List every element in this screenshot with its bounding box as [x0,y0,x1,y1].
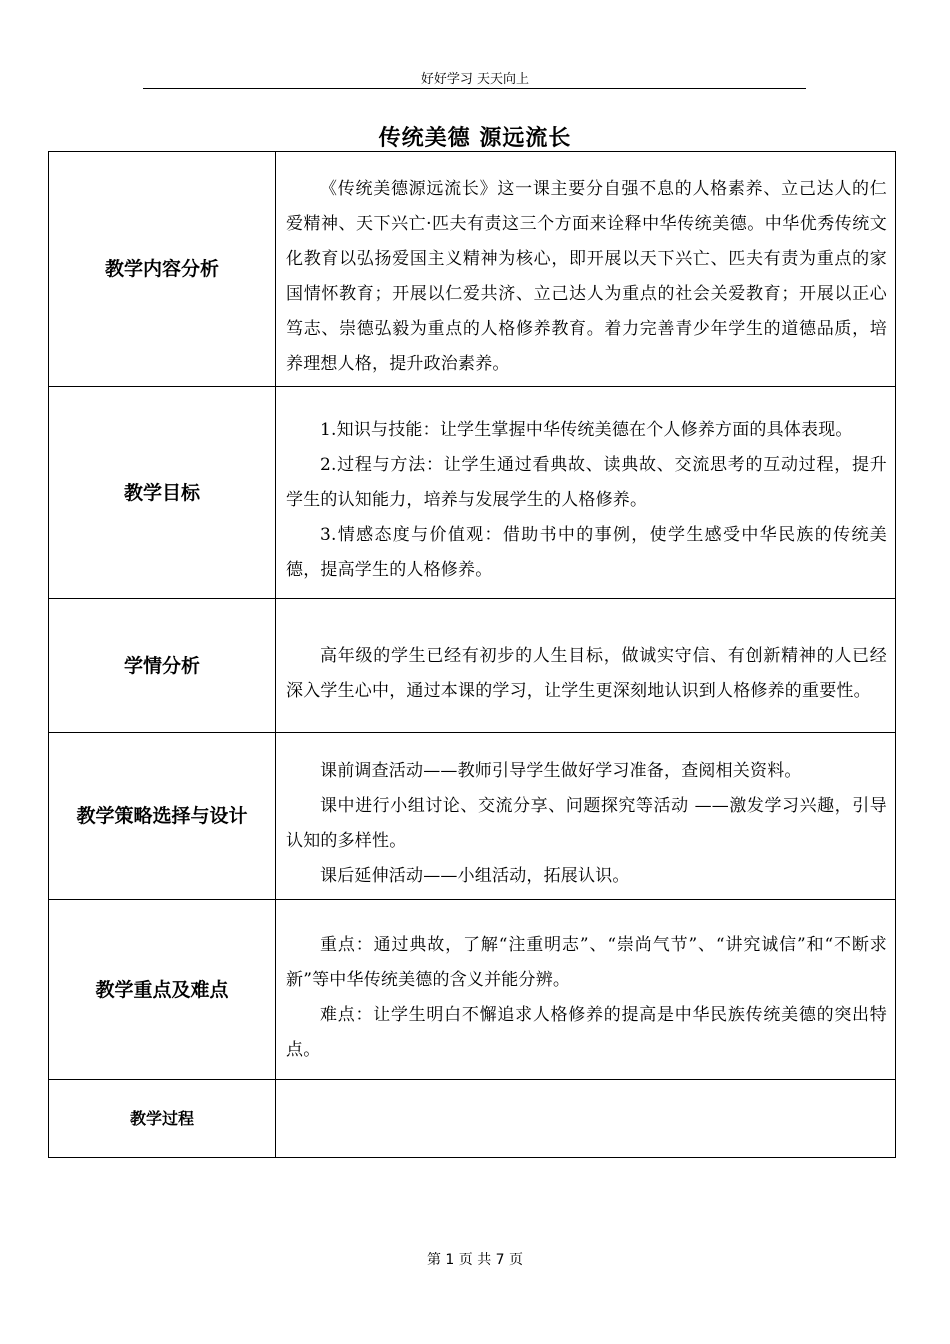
table-row [49,900,896,1080]
row-content [276,733,896,900]
row-label: 教学策略选择与设计 [49,733,276,900]
content-paragraph: 1.知识与技能：让学生掌握中华传统美德在个人修养方面的具体表现。 [320,420,853,440]
page-header: 好好学习 天天向上 [420,72,530,87]
row-label: 教学目标 [49,387,276,599]
row-label: 教学重点及难点 [49,900,276,1080]
row-content-empty [276,1080,896,1158]
content-paragraph: 重点：通过典故，了解“注重明志”、“崇尚气节”、“讲究诚信”和“不断求新”等中华传统美德的含义并能分辨。 [286,934,887,990]
row-label: 教学内容分析 [49,152,276,387]
row-content [276,599,896,733]
page-footer: 第 1 页 共 7 页 [426,1252,524,1268]
row-content [276,387,896,599]
header-rule [143,88,806,89]
content-paragraph: 课中进行小组讨论、交流分享、问题探究等活动 ——激发学习兴趣，引导认知的多样性。 [286,796,887,851]
table-row [49,387,896,599]
content-paragraph: 《传统美德源远流长》这一课主要分自强不息的人格素养、立己达人的仁爱精神、天下兴亡·匹夫有责这三个方面来诠释中华传统美德。中华优秀传统文化教育以弘扬爱国主义精神为核心，即开展以天下兴亡、匹夫有责为重点的家国情怀教育；开展以仁爱共济、立己达人为重点的社会关爱教育；开展以正心笃志、崇德弘毅为重点的人格修养教育。着力完善青少年学生的道德品质，培养理想人格，提升政治素养。 [286,179,887,374]
content-paragraph: 3.情感态度与价值观：借助书中的事例，使学生感受中华民族的传统美德，提高学生的人格修养。 [286,525,887,580]
content-paragraph: 高年级的学生已经有初步的人生目标，做诚实守信、有创新精神的人已经深入学生心中，通过本课的学习，让学生更深刻地认识到人格修养的重要性。 [286,645,887,701]
table-row [49,152,896,387]
content-paragraph: 2.过程与方法：让学生通过看典故、读典故、交流思考的互动过程，提升学生的认知能力，培养与发展学生的人格修养。 [286,455,887,510]
document-title: 传统美德 源远流长 [378,126,572,151]
row-content [276,900,896,1080]
row-content [276,152,896,387]
table-row [49,733,896,900]
row-label: 教学过程 [49,1080,276,1158]
table-row [49,599,896,733]
lesson-plan-table [48,151,896,1158]
content-paragraph: 课后延伸活动——小组活动，拓展认识。 [320,866,630,886]
table-row [49,1080,896,1158]
content-paragraph: 难点：让学生明白不懈追求人格修养的提高是中华民族传统美德的突出特点。 [286,1004,887,1060]
row-label: 学情分析 [49,599,276,733]
content-paragraph: 课前调查活动——教师引导学生做好学习准备，查阅相关资料。 [320,761,802,781]
